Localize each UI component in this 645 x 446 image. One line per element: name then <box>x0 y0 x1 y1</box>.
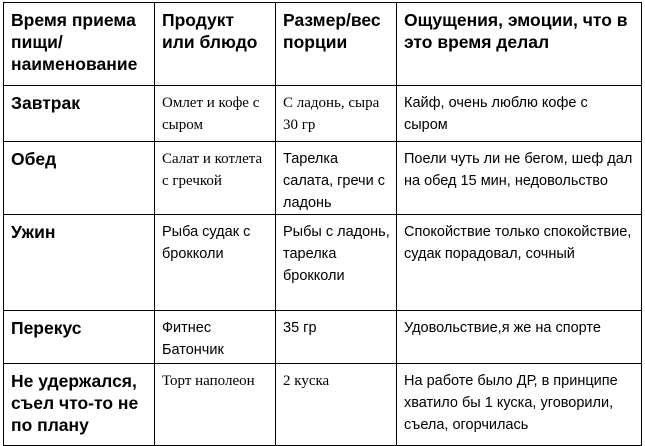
meal-portion: С ладонь, сыра 30 гр <box>276 86 397 142</box>
meal-portion: Рыбы с ладонь, тарелка брокколи <box>276 215 397 311</box>
header-portion: Размер/вес порции <box>276 3 397 86</box>
header-meal-time: Время приема пищи/ наименование <box>4 3 155 86</box>
header-feelings: Ощущения, эмоции, что в это время делал <box>397 3 642 86</box>
meal-product: Фитнес Батончик <box>155 311 276 364</box>
meal-name: Обед <box>4 142 155 215</box>
header-product: Продукт или блюдо <box>155 3 276 86</box>
meal-portion: 2 куска <box>276 364 397 446</box>
meal-feelings: На работе было ДР, в принципе хватило бы 1 куска, уговорили, съела, огорчилась <box>397 364 642 446</box>
table-row-unplanned <box>4 364 642 446</box>
meal-product: Рыба судак с брокколи <box>155 215 276 311</box>
meal-feelings: Удовольствие,я же на спорте <box>397 311 642 364</box>
meal-name: Перекус <box>4 311 155 364</box>
table-row-dinner <box>4 215 642 311</box>
meal-product: Торт наполеон <box>155 364 276 446</box>
meal-name: Не удержался, съел что-то не по плану <box>4 364 155 446</box>
food-diary-table <box>3 2 642 446</box>
meal-feelings: Спокойствие только спокойствие, судак порадовал, сочный <box>397 215 642 311</box>
header-row <box>4 3 642 86</box>
meal-feelings: Кайф, очень люблю кофе с сыром <box>397 86 642 142</box>
table-row-snack <box>4 311 642 364</box>
table-row-breakfast <box>4 86 642 142</box>
meal-portion: Тарелка салата, гречи с ладонь <box>276 142 397 215</box>
meal-product: Омлет и кофе с сыром <box>155 86 276 142</box>
table-row-lunch <box>4 142 642 215</box>
meal-feelings: Поели чуть ли не бегом, шеф дал на обед 15 мин, недовольство <box>397 142 642 215</box>
meal-name: Ужин <box>4 215 155 311</box>
meal-product: Салат и котлета с гречкой <box>155 142 276 215</box>
meal-name: Завтрак <box>4 86 155 142</box>
meal-portion: 35 гр <box>276 311 397 364</box>
